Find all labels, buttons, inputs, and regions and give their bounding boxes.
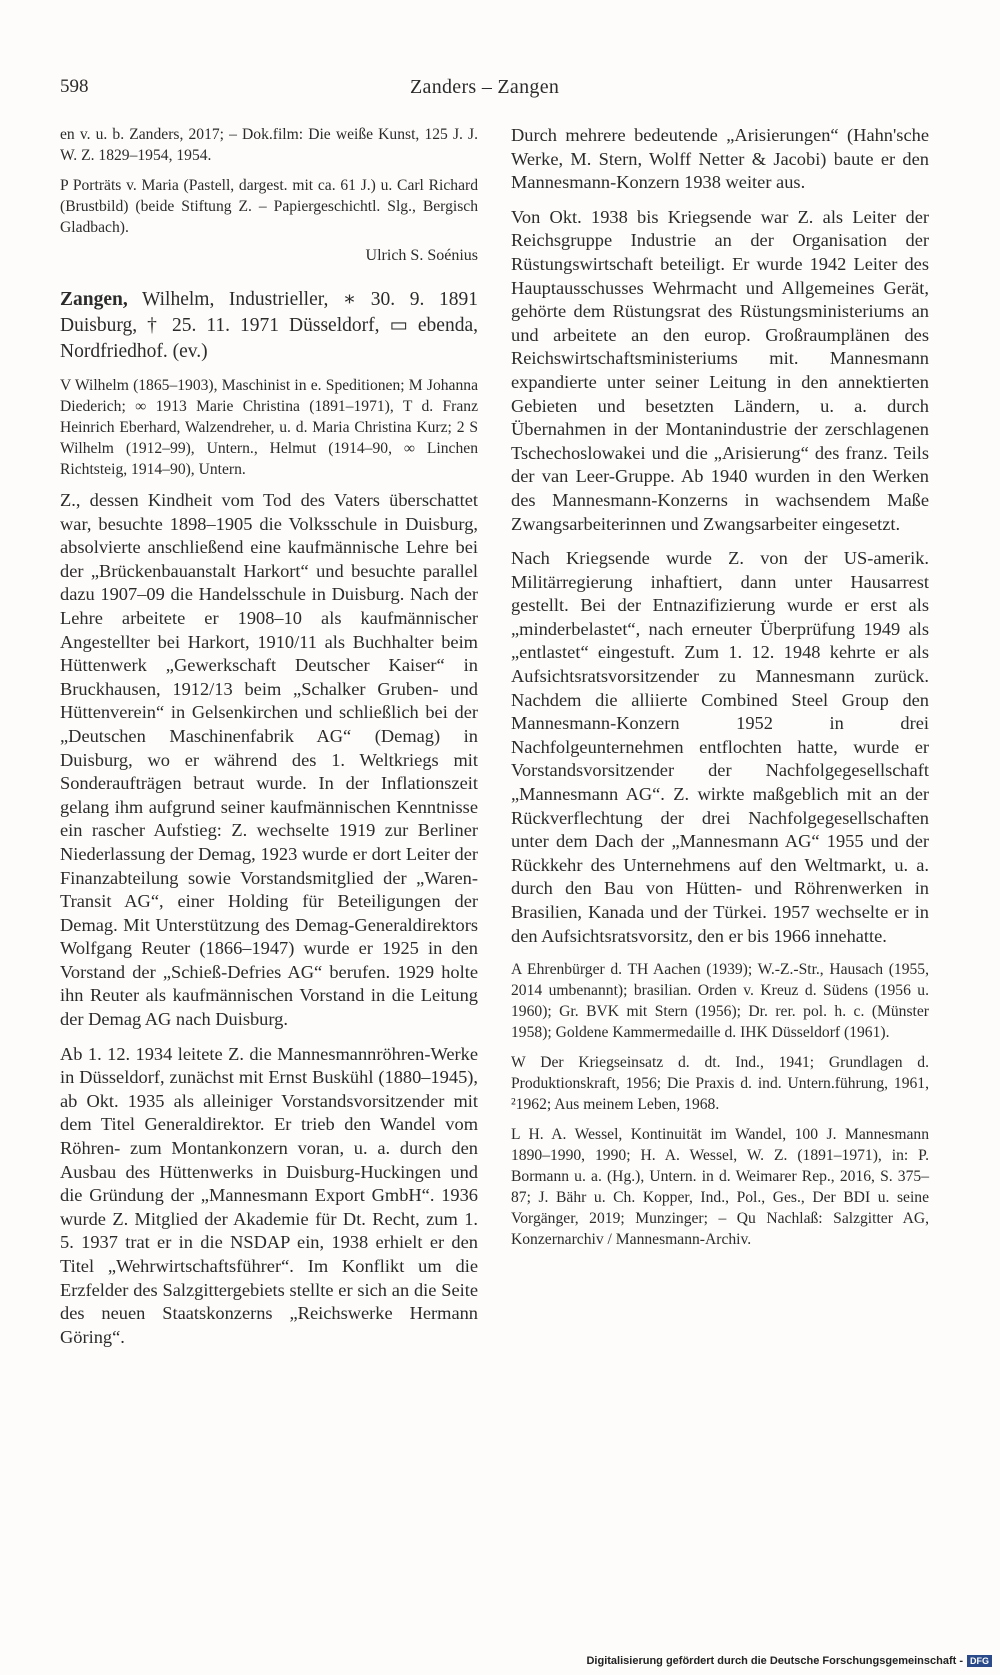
literature-note: L H. A. Wessel, Kontinuität im Wandel, 100 J. Mannesmann 1890–1990, 1990; H. A. Wessel, W. Z. (1891–1971), in: P. Bormann u. a. (Hg.), Untern. in d. Weimarer Rep., 2016, S. 375–87; J. Bähr u. Ch. Kopper, Ind., Pol., Ges., Der BDI u. seine Vorgänger, 2019; Munzinger; – Qu Nachlaß: Salzgitter AG, Konzernarchiv / Mannesmann-Archiv. [511,1126,929,1249]
biography-paragraph-2: Ab 1. 12. 1934 leitete Z. die Mannesmannröhren-Werke in Düsseldorf, zunächst mit Ernst Buskühl (1880–1945), ab Okt. 1935 als alleiniger Vorstandsvorsitzender mit dem Titel Generaldirektor. Er trieb den Wandel vom Röhren- zum Montankonzern voran, u. a. durch den Ausbau des Hüttenwerks in Duisburg-Huckingen und die Gründung der „Mannesmann Export GmbH“. 1936 wurde Z. Mitglied der Akademie für Dt. Recht, zum 1. 5. 1937 trat er in die NSDAP ein, 1938 erhielt er den Titel „Wehrwirtschaftsführer“. Im Konflikt um die Erzfelder des Salzgittergebiets stellte er sich an die Seite des neuen Staatskonzerns „Reichswerke Hermann Göring“. [60,1043,478,1347]
biography-paragraph-4: Von Okt. 1938 bis Kriegsende war Z. als Leiter der Reichsgruppe Industrie an der Organisation der Rüstungswirtschaft beteiligt. Er wurde 1942 Leiter des Hauptausschusses Wehrmacht und Allgemeines Gerät, gehörte dem Rüstungsrat des Rüstungsministeriums an und arbeitete an den europ. Großraumplänen des Reichswirtschaftsministeriums mit. Mannesmann expandierte unter seiner Leitung in den annektierten Gebieten und besetzten Ländern, u. a. durch Übernahmen in der Montanindustrie der zerschlagenen Tschechoslowakei und die „Arisierung“ des franz. Teils der van Leer-Gruppe. Ab 1940 wurden in den Werken des Mannesmann-Konzerns in wachsendem Maße Zwangsarbeiterinnen und Zwangsarbeiter eingesetzt. [511,206,929,534]
film-reference: en v. u. b. Zanders, 2017; – Dok.film: Die weiße Kunst, 125 J. J. W. Z. 1829–1954, 1954. [60,126,478,164]
biography-paragraph-5: Nach Kriegsende wurde Z. von der US-amerik. Militärregierung inhaftiert, dann unter Hausarrest gestellt. Bei der Entnazifizierung wurde er erst als „minderbelastet“, nach erneuter Überprüfung 1949 als „entlastet“ eingestuft. Zum 1. 12. 1948 kehrte er als Aufsichtsratsvorsitzender zu Mannesmann zurück. Nachdem die alliierte Combined Steel Group den Mannesmann-Konzern 1952 in drei Nachfolgeunternehmen entflochten hatte, wurde er Vorstandsvorsitzender der Nachfolgegesellschaft „Mannesmann AG“. Z. wirkte maßgeblich mit an der Rückverflechtung der drei Nachfolgegesellschaften unter dem Dach der „Mannesmann AG“ 1955 und der Rückkehr des Unternehmens auf den Weltmarkt, u. a. durch den Bau von Hütten- und Röhrenwerken in Brasilien, Kanada und der Türkei. 1957 wechselte er in den Aufsichtsratsvorsitz, den er bis 1966 innehatte. [511,548,929,946]
page-number: 598 [60,76,89,97]
right-column [511,124,929,1259]
author-signature: Ulrich S. Soénius [365,247,478,264]
awards-note: A Ehrenbürger d. TH Aachen (1939); W.-Z.-Str., Hausach (1955, 2014 umbenannt); brasilian. Orden v. Kreuz d. Südens (1956 u. 1960); Gr. BVK mit Stern (1956); Dr. rer. pol. h. c. (Münster 1958); Goldene Kammermedaille d. IHK Düsseldorf (1961). [511,961,929,1042]
portraits-note: P Porträts v. Maria (Pastell, dargest. mit ca. 61 J.) u. Carl Richard (Brustbild) (beide Stiftung Z. – Papiergeschichtl. Slg., Bergisch Gladbach). [60,177,478,236]
entry-lead [60,287,478,365]
entry-name: Zangen, [60,289,128,310]
entry-details: Wilhelm, Industrieller, ∗ 30. 9. 1891 Duisburg, † 25. 11. 1971 Düsseldorf, ▭ ebenda, Nordfriedhof. (ev.) [60,289,478,362]
family-note: V Wilhelm (1865–1903), Maschinist in e. Speditionen; M Johanna Diederich; ∞ 1913 Marie Christina (1891–1971), T d. Franz Heinrich Eberhard, Walzendreher, u. d. Maria Christina Kurz; 2 S Wilhelm (1912–99), Untern., Helmut (1914–90, ∞ Linchen Richtsteig, 1914–90), Untern. [60,377,478,478]
dfg-logo-icon: DFG [967,1655,992,1667]
footer [586,1655,992,1667]
running-title: Zanders – Zangen [410,76,560,98]
works-note: W Der Kriegseinsatz d. dt. Ind., 1941; Grundlagen d. Produktionskraft, 1956; Die Praxis d. ind. Untern.führung, 1961, ²1962; Aus meinem Leben, 1968. [511,1054,929,1114]
left-column [60,124,478,1360]
funding-note: Digitalisierung gefördert durch die Deutsche Forschungsgemeinschaft - [586,1655,963,1667]
biography-paragraph-1: Z., dessen Kindheit vom Tod des Vaters überschattet war, besuchte 1898–1905 die Volksschule in Duisburg, absolvierte anschließend eine kaufmännische Lehre bei der „Brückenbauanstalt Harkort“ und besuchte parallel dazu 1907–09 die Handelsschule in Duisburg. Nach der Lehre arbeitete er 1908–10 als kaufmännischer Angestellter bei Harkort, 1910/11 als Buchhalter beim Hüttenwerk „Gewerkschaft Deutscher Kaiser“ in Bruckhausen, 1912/13 beim „Schalker Gruben- und Hüttenverein“ in Gelsenkirchen und schließlich bei der „Deutschen Maschinenfabrik AG“ (Demag) in Duisburg, wo er während des 1. Weltkriegs mit Sonderaufträgen betraut wurde. In der Inflationszeit gelang ihm aufgrund seiner kaufmännischen Kenntnisse ein rascher Aufstieg: Z. wechselte 1919 zur Berliner Niederlassung der Demag, 1923 wurde er dort Leiter der Finanzabteilung sowie Vorstandsmitglied der „Waren-Transit AG“, einer Holding für Beteiligungen der Demag. Mit Unterstützung des Demag-Generaldirektors Wolfgang Reuter (1866–1947) wurde er 1925 in den Vorstand der „Schieß-Defries AG“ berufen. 1929 holte ihn Reuter als kaufmännischen Vorstand in die Leitung der Demag AG nach Duisburg. [60,490,478,1030]
biography-paragraph-3: Durch mehrere bedeutende „Arisierungen“ (Hahn'sche Werke, M. Stern, Wolff Netter & Jacobi) baute er den Mannesmann-Konzern 1938 weiter aus. [511,125,929,193]
